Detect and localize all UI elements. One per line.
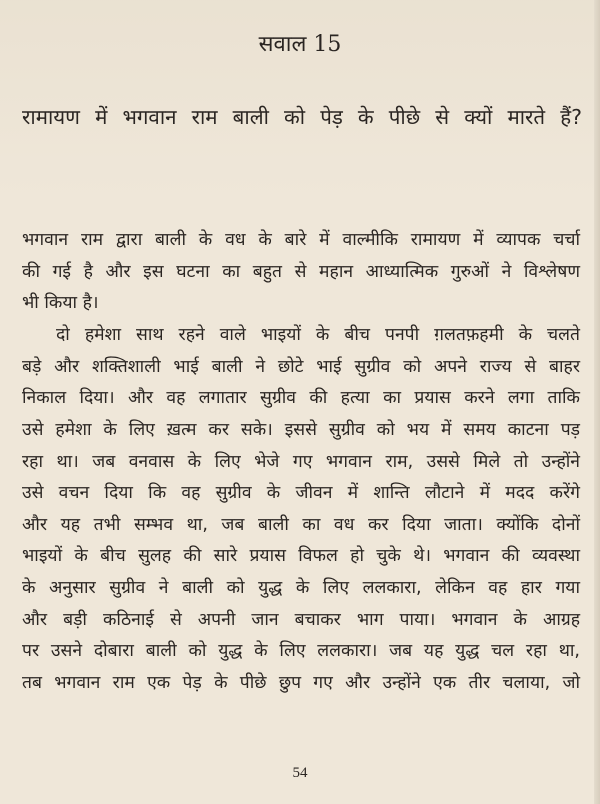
text-line: दो हमेशा साथ रहने वाले भाइयों के बीच पनपी ग़लतफ़हमी के चलते: [56, 325, 580, 345]
text-line: बड़े और शक्तिशाली भाई बाली ने छोटे भाई सुग्रीव को अपने राज्य से बाहर: [22, 357, 580, 377]
text-line: उसे हमेशा के लिए ख़त्म कर सके। इससे सुग्रीव को भय में समय काटना पड़: [22, 420, 580, 440]
text-line: और बड़ी कठिनाई से अपनी जान बचाकर भाग पाया। भगवान के आग्रह: [22, 610, 580, 630]
text-line: और यह तभी सम्भव था, जब बाली का वध कर दिया जाता। क्योंकि दोनों: [22, 515, 580, 535]
text-line: रहा था। जब वनवास के लिए भेजे गए भगवान राम, उससे मिले तो उन्होंने: [22, 452, 580, 472]
question-heading: रामायण में भगवान राम बाली को पेड़ के पीछे से क्यों मारते हैं?: [22, 105, 582, 129]
text-line: पर उसने दोबारा बाली को युद्ध के लिए ललकारा। जब यह युद्ध चल रहा था,: [22, 641, 580, 661]
page-number: 54: [292, 765, 308, 781]
text-line: की गई है और इस घटना का बहुत से महान आध्यात्मिक गुरुओं ने विश्लेषण: [22, 262, 580, 282]
text-line: भगवान राम द्वारा बाली के वध के बारे में वाल्मीकि रामायण में व्यापक चर्चा: [22, 230, 580, 250]
text-line: उसे वचन दिया कि वह सुग्रीव के जीवन में शान्ति लौटाने में मदद करेंगे: [22, 483, 580, 503]
text-line: के अनुसार सुग्रीव ने बाली को युद्ध के लिए ललकारा, लेकिन वह हार गया: [22, 578, 580, 598]
text-line: भाइयों के बीच सुलह की सारे प्रयास विफल हो चुके थे। भगवान की व्यवस्था: [22, 546, 580, 566]
page-edge: [594, 0, 600, 804]
text-line: निकाल दिया। और वह लगातार सुग्रीव की हत्या का प्रयास करने लगा ताकि: [22, 388, 580, 408]
text-line: भी किया है।: [22, 293, 99, 313]
text-line: तब भगवान राम एक पेड़ के पीछे छुप गए और उन्होंने एक तीर चलाया, जो: [22, 673, 580, 693]
chapter-title: सवाल 15: [258, 32, 342, 57]
